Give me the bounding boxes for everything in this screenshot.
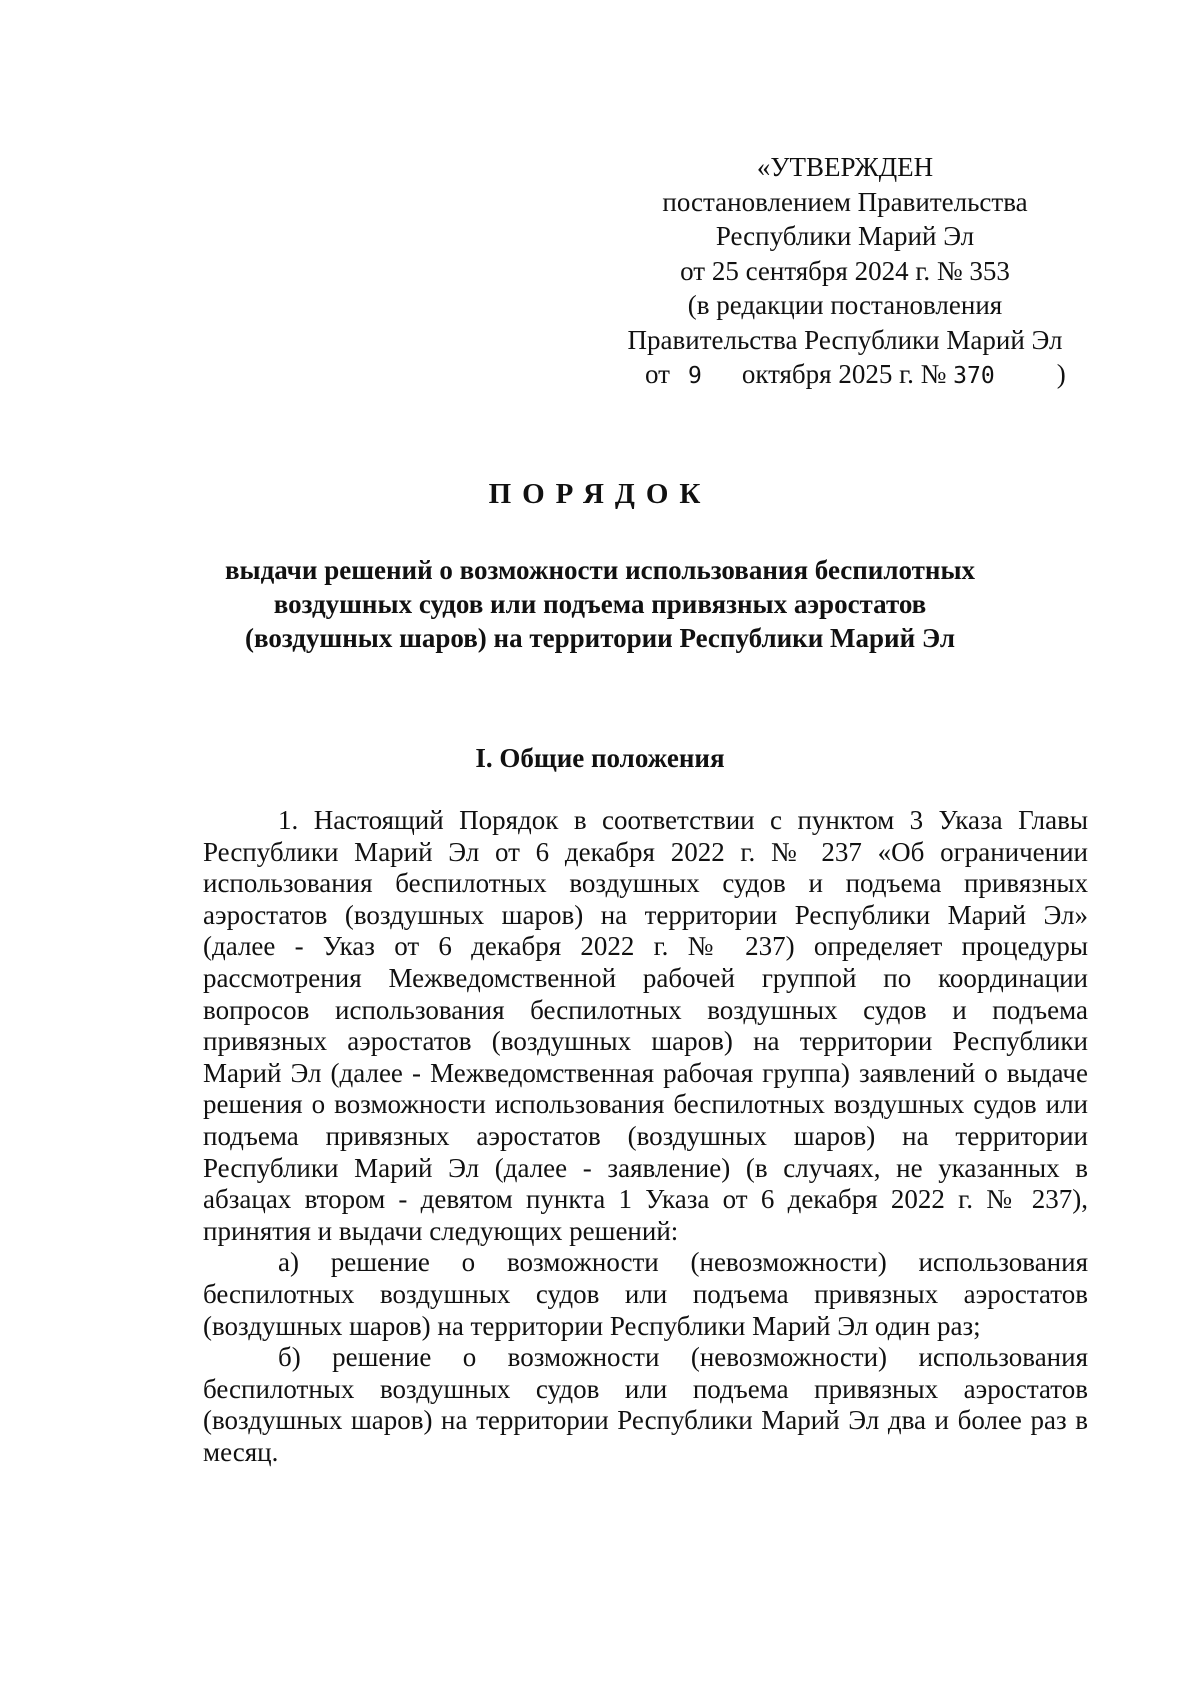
approval-line-date: от 25 сентября 2024 г. № 353 [680,255,1010,286]
subtitle-line: выдачи решений о возможности использования беспилотных [224,555,976,585]
approval-line-republic: Республики Марий Эл [715,221,975,251]
subtitle-line: (воздушных шаров) на территории Республики Марий Эл [245,623,955,653]
amendment-month-year: октября 2025 г. № [741,359,947,389]
approval-line-approved: «УТВЕРЖДЕН [756,152,934,182]
approval-line-resolution: постановлением Правительства [662,186,1028,217]
amendment-suffix: ) [1056,359,1066,389]
approval-line-government: Правительства Республики Марий Эл [627,324,1063,355]
section-heading: I. Общие положения [475,743,725,773]
subtitle-line: воздушных судов или подъема привязных аэростатов [273,589,927,619]
document-body [203,805,1088,1468]
amendment-day: 9 [687,363,702,389]
document-subtitle [0,553,1200,655]
document-title: ПОРЯДОК [488,478,712,510]
amendment-prefix: от [645,359,670,389]
approval-line-edition: (в редакции постановления [687,290,1003,320]
approval-stamp-block [615,150,1075,394]
amendment-number: 370 [953,363,995,389]
paragraph-b: б) решение о возможности (невозможности) использования беспилотных воздушных судов или подъема привязных аэростатов (воздушных шаров) на территории Республики Марий Эл два и более раз в месяц. [203,1342,1088,1467]
approval-line-amendment-date [615,357,1075,394]
paragraph-1: 1. Настоящий Порядок в соответствии с пунктом 3 Указа Главы Республики Марий Эл от 6 декабря 2022 г. № 237 «Об ограничении использования беспилотных воздушных судов и подъема привязных аэростатов (воздушных шаров) на территории Республики Марий Эл» (далее - Указ от 6 декабря 2022 г. № 237) определяет процедуры рассмотрения Межведомственной рабочей группой по координации вопросов использования беспилотных воздушных судов и подъема привязных аэростатов (воздушных шаров) на территории Республики Марий Эл (далее - Межведомственная рабочая группа) заявлений о выдаче решения о возможности использования беспилотных воздушных судов или подъема привязных аэростатов (воздушных шаров) на территории Республики Марий Эл (далее - заявление) (в случаях, не указанных в абзацах втором - девятом пункта 1 Указа от 6 декабря 2022 г. № 237), принятия и выдачи следующих решений: [203,805,1088,1246]
paragraph-a: а) решение о возможности (невозможности) использования беспилотных воздушных судов или подъема привязных аэростатов (воздушных шаров) на территории Республики Марий Эл один раз; [203,1247,1088,1341]
